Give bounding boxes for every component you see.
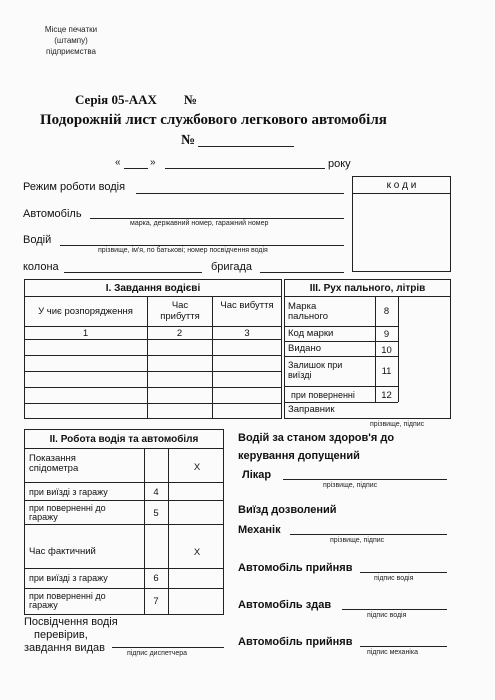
section3-rule bbox=[284, 402, 398, 403]
page-title: Подорожній лист службового легкового автомобіля bbox=[40, 112, 387, 128]
fuel-brand-code: 8 bbox=[383, 306, 390, 317]
actual-time-x-mark: Х bbox=[193, 547, 201, 558]
dispatcher-line-1: Посвідчення водія bbox=[24, 616, 118, 628]
time-return-label: при поверненні до гаражу bbox=[29, 591, 106, 610]
doctor-label: Лікар bbox=[242, 469, 272, 481]
time-return-code: 7 bbox=[153, 596, 159, 607]
car-field[interactable] bbox=[90, 218, 344, 219]
brigade-label: бригада bbox=[211, 261, 252, 273]
codes-divider bbox=[352, 193, 451, 194]
odometer-return-code: 5 bbox=[153, 508, 159, 519]
section2-rule bbox=[24, 448, 224, 449]
section1-col-divider bbox=[147, 296, 148, 419]
health-line-2: керування допущений bbox=[238, 450, 360, 462]
accepted-label: Автомобіль прийняв bbox=[238, 562, 353, 574]
car-hint: марка, державний номер, гаражний номер bbox=[130, 220, 269, 227]
fuel-code-code: 9 bbox=[383, 329, 390, 340]
section1-rule bbox=[24, 387, 282, 388]
section2-rule bbox=[24, 568, 224, 569]
fuel-remainder-return-code: 12 bbox=[381, 390, 392, 401]
section3-rule bbox=[284, 341, 398, 342]
section3-rule bbox=[284, 326, 398, 327]
section1-rule bbox=[24, 326, 282, 327]
section1-rule bbox=[24, 355, 282, 356]
odometer-x-mark: Х bbox=[193, 462, 201, 473]
waybill-number-field[interactable] bbox=[198, 146, 294, 147]
column-label: колона bbox=[23, 261, 59, 273]
section2-rule bbox=[24, 524, 224, 525]
doctor-signature-field[interactable] bbox=[283, 479, 447, 480]
stamp-line-3: підприємства bbox=[46, 47, 96, 56]
series-number-sign: № bbox=[184, 92, 198, 107]
section2-title: ІІ. Робота водія та автомобіля bbox=[49, 434, 199, 445]
section3-rule bbox=[284, 356, 398, 357]
section1-col-number-2: 2 bbox=[176, 328, 183, 339]
odometer-return-label: при поверненні до гаражу bbox=[29, 503, 106, 522]
refueler-label: Заправник bbox=[288, 404, 335, 415]
stamp-placeholder bbox=[38, 24, 104, 57]
mechanic-label: Механік bbox=[238, 524, 281, 536]
accepted-signature-field[interactable] bbox=[360, 572, 447, 573]
date-month-field[interactable] bbox=[165, 168, 325, 169]
section1-header-arrival: Час прибуття bbox=[160, 300, 200, 322]
dispatcher-hint: підпис диспетчера bbox=[127, 650, 188, 657]
date-quote-close: » bbox=[150, 157, 156, 168]
time-exit-label: при виїзді з гаражу bbox=[29, 573, 108, 583]
section1-col-number-3: 3 bbox=[244, 328, 250, 339]
dispatcher-signature-field[interactable] bbox=[112, 647, 224, 648]
car-label: Автомобіль bbox=[23, 208, 82, 220]
section1-rule bbox=[24, 296, 282, 297]
section1-title: І. Завдання водієві bbox=[105, 283, 201, 294]
handed-hint: підпис водія bbox=[367, 612, 407, 619]
column-field[interactable] bbox=[64, 272, 202, 273]
handed-signature-field[interactable] bbox=[342, 609, 447, 610]
refueler-hint: прізвище, підпис bbox=[370, 421, 425, 428]
fuel-remainder-exit-code: 11 bbox=[381, 366, 392, 377]
series-label: Серія 05-ААХ bbox=[75, 92, 157, 107]
odometer-exit-label: при виїзді з гаражу bbox=[29, 487, 108, 497]
mode-field[interactable] bbox=[136, 193, 344, 194]
date-year-label: року bbox=[328, 158, 351, 170]
brigade-field[interactable] bbox=[260, 272, 344, 273]
section2-col-divider bbox=[144, 448, 145, 615]
date-day-field[interactable] bbox=[124, 168, 148, 169]
accepted2-hint: підпис механіка bbox=[367, 649, 418, 656]
section1-rule bbox=[24, 403, 282, 404]
fuel-code-label: Код марки bbox=[288, 328, 334, 339]
section3-title: ІІІ. Рух пального, літрів bbox=[309, 283, 426, 294]
stamp-line-1: Місце печатки bbox=[44, 25, 98, 34]
odometer-label: Показання спідометра bbox=[29, 453, 79, 474]
date-quote-open: « bbox=[115, 157, 121, 168]
title-number-sign: № bbox=[181, 133, 196, 148]
fuel-issued-code: 10 bbox=[381, 345, 392, 356]
section1-rule bbox=[24, 371, 282, 372]
codes-header: к о д и bbox=[386, 180, 417, 191]
fuel-brand-label: Марка пального bbox=[288, 301, 328, 322]
section2-rule bbox=[24, 500, 224, 501]
section3-rule bbox=[284, 296, 451, 297]
fuel-remainder-exit-label: Залишок при виїзді bbox=[288, 360, 343, 380]
doctor-hint: прізвище, підпис bbox=[323, 482, 378, 489]
section2-rule bbox=[24, 482, 224, 483]
driver-field[interactable] bbox=[60, 245, 344, 246]
section1-rule bbox=[24, 339, 282, 340]
section1-col-divider bbox=[212, 296, 213, 419]
section1-col-number-1: 1 bbox=[82, 328, 89, 339]
actual-time-label: Час фактичний bbox=[29, 546, 96, 557]
section3-rule bbox=[284, 386, 398, 387]
dispatcher-block bbox=[24, 616, 118, 655]
section1-header-departure: Час вибуття bbox=[220, 300, 274, 311]
time-exit-code: 6 bbox=[153, 573, 159, 584]
driver-hint: прізвище, ім'я, по батькові; номер посвідчення водія bbox=[98, 247, 268, 254]
dispatcher-line-3: завдання видав bbox=[24, 642, 105, 654]
accepted-hint: підпис водія bbox=[374, 575, 414, 582]
fuel-issued-label: Видано bbox=[288, 343, 321, 354]
health-line-1: Водій за станом здоров'я до bbox=[238, 432, 395, 444]
mechanic-hint: прізвище, підпис bbox=[330, 537, 385, 544]
accepted2-signature-field[interactable] bbox=[360, 646, 447, 647]
section1-header-assignee: У чиє розпорядження bbox=[38, 306, 133, 317]
handed-label: Автомобіль здав bbox=[238, 599, 332, 611]
fuel-remainder-return-label: при поверненні bbox=[291, 390, 355, 400]
mode-label: Режим роботи водія bbox=[23, 181, 126, 193]
accepted2-label: Автомобіль прийняв bbox=[238, 636, 353, 648]
section2-rule bbox=[24, 588, 224, 589]
mechanic-signature-field[interactable] bbox=[290, 534, 447, 535]
dispatcher-line-2: перевірив, bbox=[34, 629, 88, 641]
section2-col-divider bbox=[168, 448, 169, 615]
odometer-exit-code: 4 bbox=[153, 487, 159, 498]
stamp-line-2: (штампу) bbox=[54, 36, 88, 45]
section3-col-divider bbox=[398, 296, 399, 402]
driver-label: Водій bbox=[23, 234, 52, 246]
exit-allowed-label: Виїзд дозволений bbox=[238, 504, 337, 516]
